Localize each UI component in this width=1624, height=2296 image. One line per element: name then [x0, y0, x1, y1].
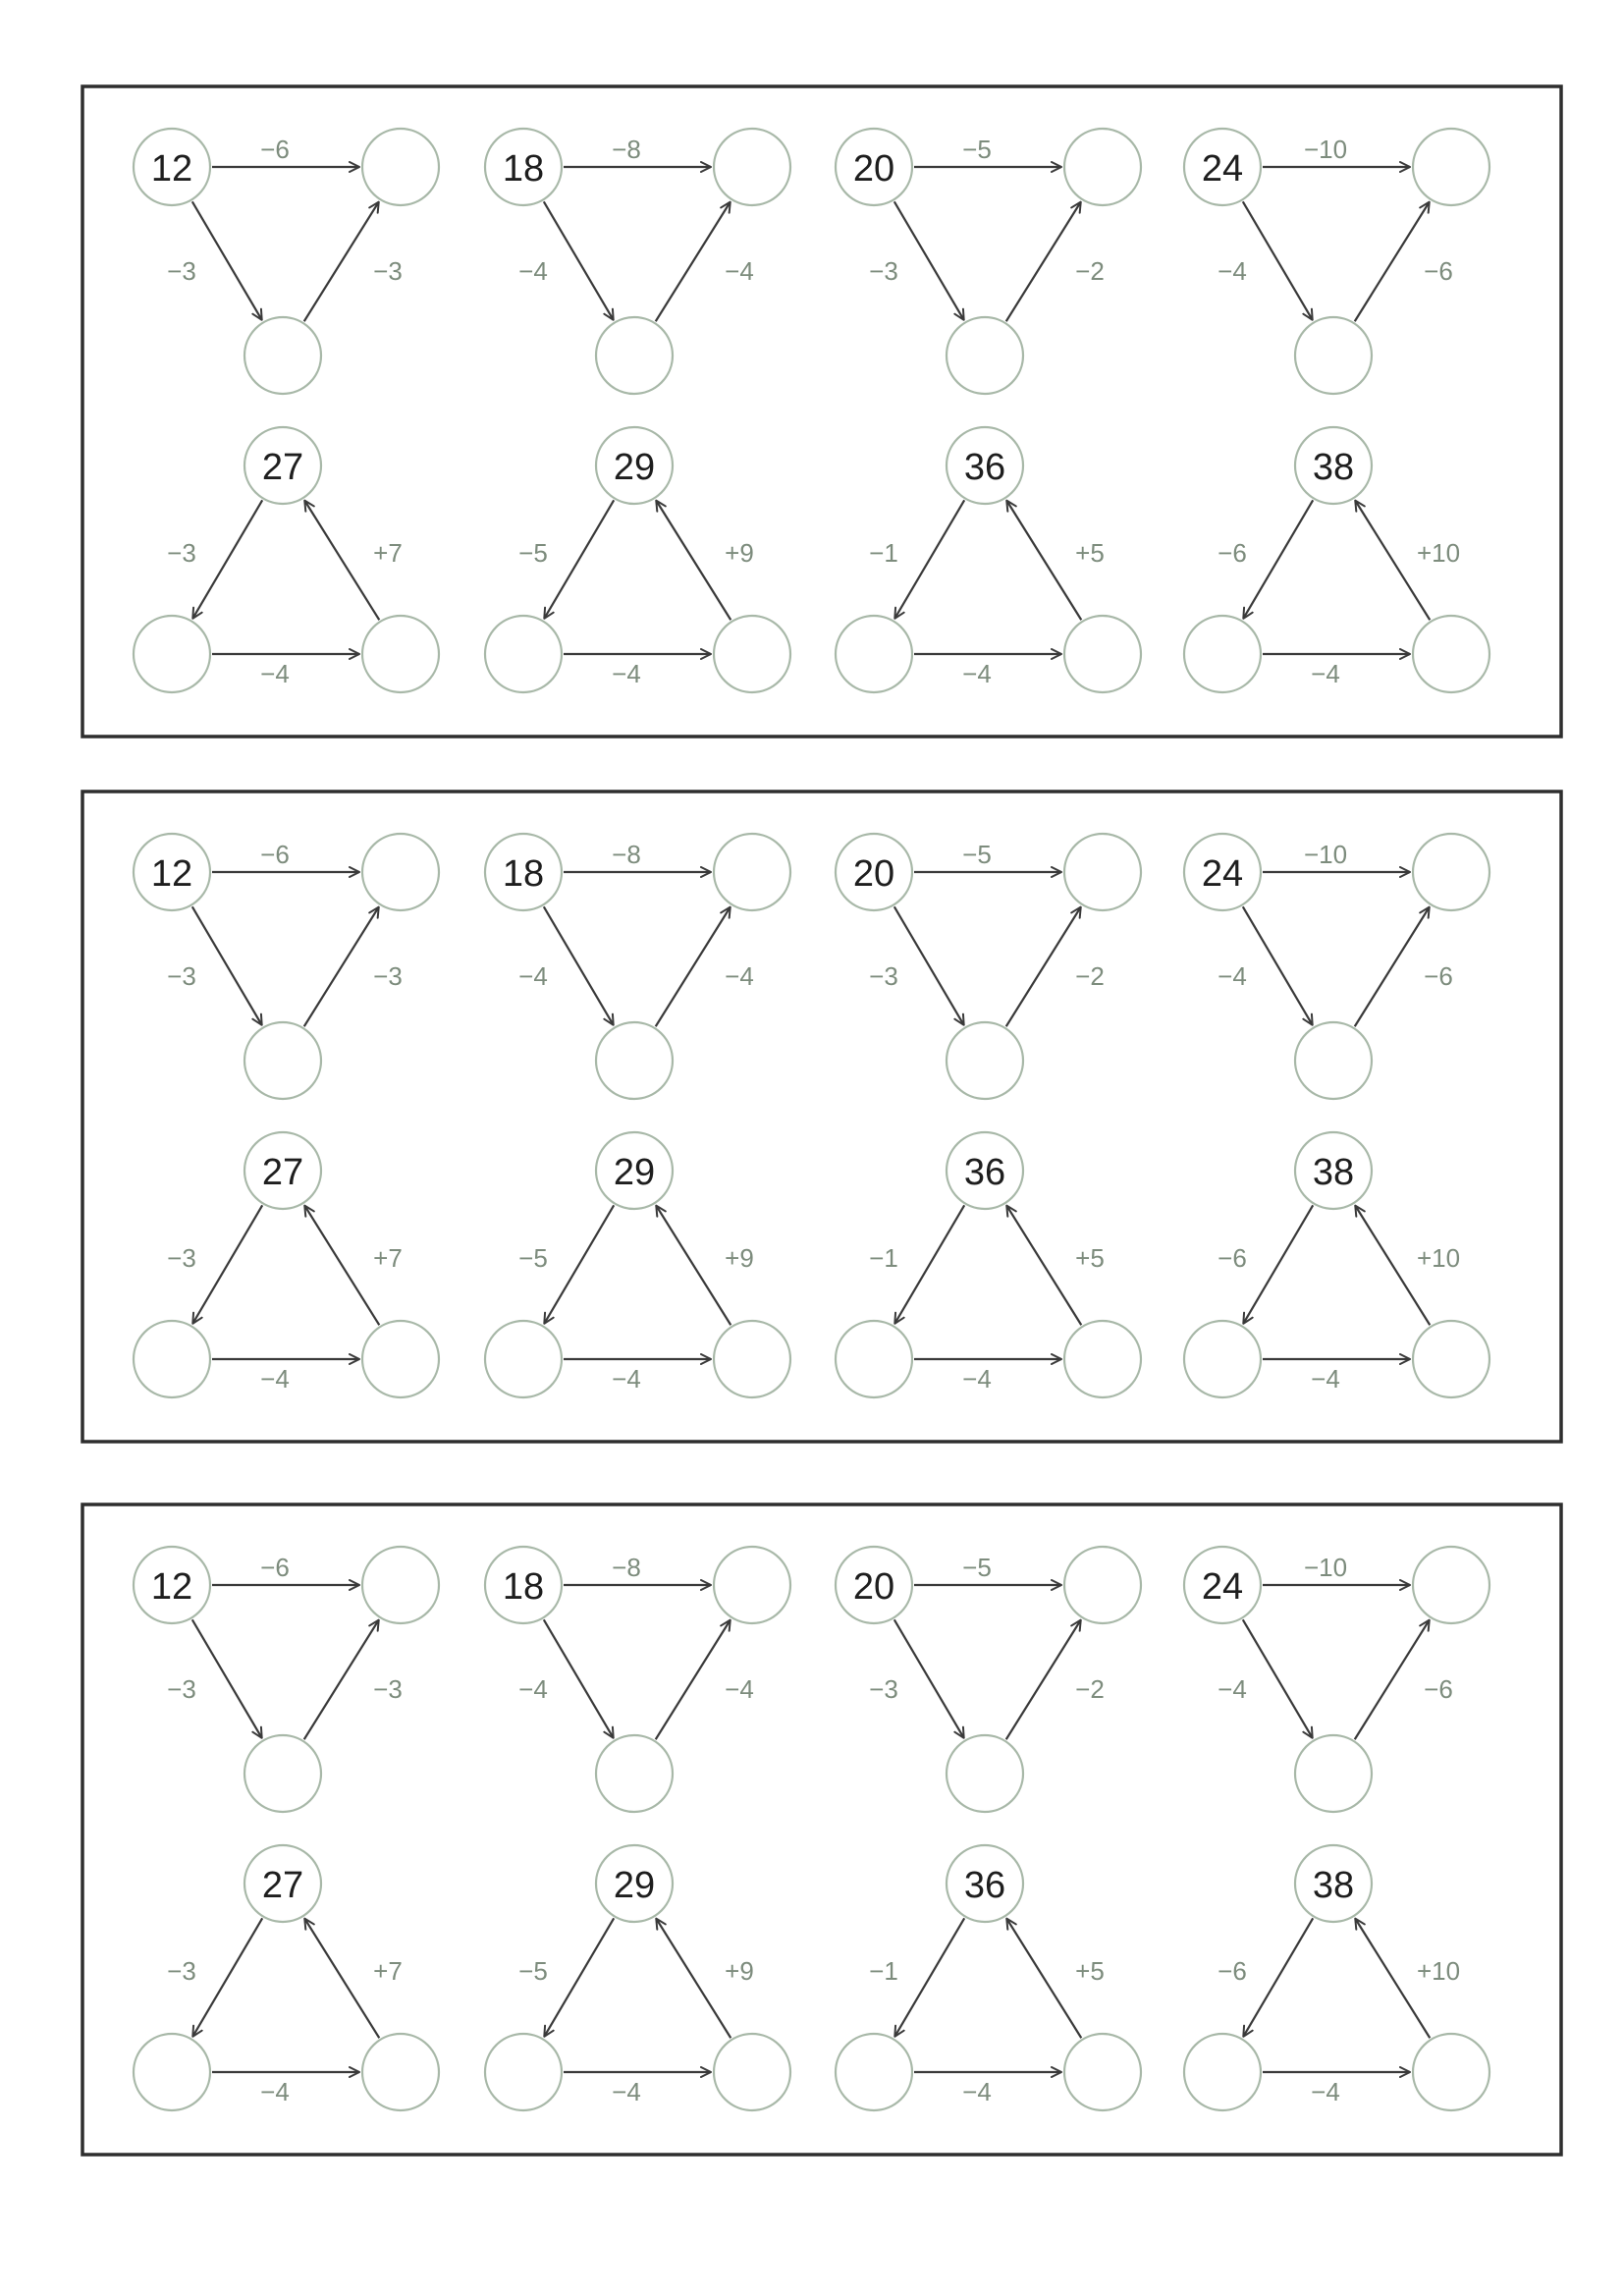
left-edge-operation: −3 — [869, 961, 898, 991]
left-edge-operation: −1 — [869, 1956, 898, 1986]
right-edge-operation: −2 — [1075, 1674, 1105, 1704]
answer-circle — [1295, 1735, 1372, 1812]
right-edge-operation: +9 — [725, 538, 754, 568]
mixed-operations-triangle — [134, 427, 439, 692]
bottom-edge-operation: −4 — [962, 659, 992, 688]
start-number: 36 — [963, 447, 1006, 488]
top-edge-operation: −5 — [962, 1553, 992, 1582]
arrow-up-right — [304, 907, 379, 1027]
right-edge-operation: +10 — [1416, 538, 1461, 568]
answer-circle — [947, 1735, 1023, 1812]
start-number: 38 — [1312, 1865, 1355, 1906]
start-number: 20 — [852, 148, 895, 190]
arrow-down-right — [544, 1619, 614, 1737]
top-edge-operation: −8 — [612, 840, 641, 869]
answer-circle — [485, 1321, 562, 1397]
subtraction-triangle — [485, 1547, 790, 1812]
bottom-edge-operation: −4 — [1311, 1364, 1340, 1394]
subtraction-triangle — [1184, 834, 1489, 1099]
left-edge-operation: −5 — [518, 538, 548, 568]
arrow-down-right — [544, 906, 614, 1024]
top-edge-operation: −8 — [612, 1553, 641, 1582]
answer-circle — [244, 1735, 321, 1812]
answer-circle — [362, 616, 439, 692]
start-number: 18 — [502, 1566, 545, 1608]
left-edge-operation: −3 — [167, 1674, 196, 1704]
arrow-up-left — [1006, 1919, 1081, 2039]
arrow-up-left — [656, 501, 731, 621]
answer-circle — [836, 1321, 912, 1397]
subtraction-triangle — [485, 834, 790, 1099]
arrow-up-right — [1355, 202, 1430, 322]
answer-circle — [1413, 2034, 1489, 2110]
left-edge-operation: −4 — [518, 256, 548, 286]
answer-circle — [134, 616, 210, 692]
arrow-up-right — [304, 202, 379, 322]
subtraction-triangle — [485, 129, 790, 394]
bottom-edge-operation: −4 — [1311, 2077, 1340, 2106]
bottom-edge-operation: −4 — [260, 1364, 290, 1394]
left-edge-operation: −4 — [1218, 961, 1247, 991]
mixed-operations-triangle — [1184, 427, 1489, 692]
bottom-edge-operation: −4 — [612, 659, 641, 688]
mixed-operations-triangle — [485, 427, 790, 692]
subtraction-triangle — [134, 834, 439, 1099]
right-edge-operation: −2 — [1075, 256, 1105, 286]
answer-circle — [244, 1022, 321, 1099]
mixed-operations-triangle — [1184, 1845, 1489, 2110]
arrow-up-right — [656, 1620, 731, 1740]
answer-circle — [714, 129, 790, 205]
left-edge-operation: −3 — [869, 256, 898, 286]
right-edge-operation: −6 — [1424, 961, 1453, 991]
arrow-down-right — [1243, 906, 1313, 1024]
start-number: 27 — [261, 1152, 304, 1193]
answer-circle — [485, 2034, 562, 2110]
answer-circle — [1064, 129, 1141, 205]
answer-circle — [836, 2034, 912, 2110]
top-edge-operation: −5 — [962, 840, 992, 869]
top-edge-operation: −10 — [1303, 1553, 1348, 1582]
subtraction-triangle — [1184, 1547, 1489, 1812]
right-edge-operation: −4 — [725, 256, 754, 286]
right-edge-operation: −6 — [1424, 256, 1453, 286]
answer-circle — [134, 2034, 210, 2110]
answer-circle — [362, 2034, 439, 2110]
right-edge-operation: +10 — [1416, 1243, 1461, 1273]
answer-circle — [714, 2034, 790, 2110]
top-edge-operation: −6 — [260, 840, 290, 869]
arrow-up-right — [1355, 907, 1430, 1027]
answer-circle — [1413, 616, 1489, 692]
left-edge-operation: −1 — [869, 538, 898, 568]
start-number: 12 — [150, 853, 193, 895]
arrow-down-left — [544, 1918, 614, 2036]
arrow-up-left — [304, 1206, 379, 1326]
arrow-up-right — [1006, 907, 1081, 1027]
answer-circle — [1064, 2034, 1141, 2110]
arrow-down-right — [894, 201, 964, 319]
bottom-edge-operation: −4 — [962, 2077, 992, 2106]
arrow-down-left — [894, 1205, 964, 1323]
start-number: 12 — [150, 1566, 193, 1608]
arrow-down-right — [192, 201, 262, 319]
top-edge-operation: −6 — [260, 135, 290, 164]
left-edge-operation: −4 — [518, 1674, 548, 1704]
answer-circle — [1413, 834, 1489, 910]
bottom-edge-operation: −4 — [1311, 659, 1340, 688]
right-edge-operation: +7 — [373, 1956, 403, 1986]
arrow-up-right — [656, 907, 731, 1027]
arrow-up-right — [1355, 1620, 1430, 1740]
bottom-edge-operation: −4 — [612, 1364, 641, 1394]
right-edge-operation: −3 — [373, 1674, 403, 1704]
arrow-up-left — [656, 1919, 731, 2039]
mixed-operations-triangle — [134, 1845, 439, 2110]
answer-circle — [1413, 1547, 1489, 1623]
right-edge-operation: +5 — [1075, 1243, 1105, 1273]
top-edge-operation: −6 — [260, 1553, 290, 1582]
top-edge-operation: −5 — [962, 135, 992, 164]
worksheet-panel — [82, 86, 1561, 737]
right-edge-operation: −2 — [1075, 961, 1105, 991]
right-edge-operation: +10 — [1416, 1956, 1461, 1986]
answer-circle — [362, 834, 439, 910]
right-edge-operation: +9 — [725, 1243, 754, 1273]
mixed-operations-triangle — [836, 427, 1141, 692]
subtraction-triangle — [836, 834, 1141, 1099]
left-edge-operation: −6 — [1218, 1956, 1247, 1986]
start-number: 29 — [613, 447, 656, 488]
right-edge-operation: −4 — [725, 961, 754, 991]
arrow-up-left — [656, 1206, 731, 1326]
right-edge-operation: −4 — [725, 1674, 754, 1704]
right-edge-operation: +7 — [373, 538, 403, 568]
answer-circle — [714, 616, 790, 692]
mixed-operations-triangle — [836, 1845, 1141, 2110]
answer-circle — [485, 616, 562, 692]
worksheet-panel — [82, 792, 1561, 1442]
answer-circle — [1184, 616, 1261, 692]
answer-circle — [1184, 2034, 1261, 2110]
answer-circle — [1413, 129, 1489, 205]
arrow-up-left — [304, 501, 379, 621]
start-number: 38 — [1312, 1152, 1355, 1193]
arrow-down-left — [1243, 500, 1313, 618]
left-edge-operation: −3 — [869, 1674, 898, 1704]
answer-circle — [134, 1321, 210, 1397]
arrow-down-left — [1243, 1918, 1313, 2036]
mixed-operations-triangle — [485, 1132, 790, 1397]
right-edge-operation: +7 — [373, 1243, 403, 1273]
mixed-operations-triangle — [1184, 1132, 1489, 1397]
arrow-down-right — [894, 906, 964, 1024]
arrow-down-left — [894, 1918, 964, 2036]
arrow-down-left — [544, 500, 614, 618]
subtraction-triangle — [1184, 129, 1489, 394]
arrow-down-left — [894, 500, 964, 618]
arrow-down-left — [192, 1205, 262, 1323]
arrow-down-left — [1243, 1205, 1313, 1323]
left-edge-operation: −4 — [1218, 256, 1247, 286]
bottom-edge-operation: −4 — [612, 2077, 641, 2106]
answer-circle — [947, 1022, 1023, 1099]
start-number: 20 — [852, 1566, 895, 1608]
answer-circle — [1064, 834, 1141, 910]
bottom-edge-operation: −4 — [962, 1364, 992, 1394]
bottom-edge-operation: −4 — [260, 2077, 290, 2106]
start-number: 12 — [150, 148, 193, 190]
start-number: 38 — [1312, 447, 1355, 488]
mixed-operations-triangle — [836, 1132, 1141, 1397]
answer-circle — [1064, 1547, 1141, 1623]
start-number: 29 — [613, 1152, 656, 1193]
start-number: 18 — [502, 148, 545, 190]
left-edge-operation: −1 — [869, 1243, 898, 1273]
arrow-down-right — [192, 906, 262, 1024]
start-number: 24 — [1201, 1566, 1244, 1608]
answer-circle — [362, 1321, 439, 1397]
arrow-up-right — [1006, 1620, 1081, 1740]
bottom-edge-operation: −4 — [260, 659, 290, 688]
top-edge-operation: −10 — [1303, 135, 1348, 164]
top-edge-operation: −10 — [1303, 840, 1348, 869]
answer-circle — [596, 1022, 673, 1099]
mixed-operations-triangle — [134, 1132, 439, 1397]
arrow-down-right — [1243, 1619, 1313, 1737]
answer-circle — [714, 834, 790, 910]
subtraction-triangle — [836, 1547, 1141, 1812]
start-number: 27 — [261, 1865, 304, 1906]
arrow-down-right — [894, 1619, 964, 1737]
left-edge-operation: −3 — [167, 1243, 196, 1273]
arrow-down-right — [192, 1619, 262, 1737]
left-edge-operation: −6 — [1218, 538, 1247, 568]
arrow-up-right — [656, 202, 731, 322]
arrow-down-left — [192, 500, 262, 618]
mixed-operations-triangle — [485, 1845, 790, 2110]
answer-circle — [362, 1547, 439, 1623]
panel-frame — [82, 86, 1561, 737]
left-edge-operation: −3 — [167, 256, 196, 286]
left-edge-operation: −5 — [518, 1243, 548, 1273]
subtraction-triangle — [134, 1547, 439, 1812]
answer-circle — [1295, 317, 1372, 394]
answer-circle — [947, 317, 1023, 394]
answer-circle — [362, 129, 439, 205]
left-edge-operation: −4 — [518, 961, 548, 991]
start-number: 20 — [852, 853, 895, 895]
right-edge-operation: +5 — [1075, 1956, 1105, 1986]
answer-circle — [714, 1321, 790, 1397]
answer-circle — [1413, 1321, 1489, 1397]
start-number: 27 — [261, 447, 304, 488]
start-number: 36 — [963, 1152, 1006, 1193]
arrow-up-left — [304, 1919, 379, 2039]
arrow-down-right — [544, 201, 614, 319]
right-edge-operation: +5 — [1075, 538, 1105, 568]
answer-circle — [1064, 1321, 1141, 1397]
start-number: 24 — [1201, 853, 1244, 895]
panel-frame — [82, 1504, 1561, 2155]
start-number: 29 — [613, 1865, 656, 1906]
left-edge-operation: −3 — [167, 961, 196, 991]
answer-circle — [1064, 616, 1141, 692]
right-edge-operation: −3 — [373, 256, 403, 286]
right-edge-operation: +9 — [725, 1956, 754, 1986]
arrow-down-right — [1243, 201, 1313, 319]
answer-circle — [714, 1547, 790, 1623]
left-edge-operation: −3 — [167, 1956, 196, 1986]
answer-circle — [1295, 1022, 1372, 1099]
left-edge-operation: −4 — [1218, 1674, 1247, 1704]
top-edge-operation: −8 — [612, 135, 641, 164]
left-edge-operation: −5 — [518, 1956, 548, 1986]
start-number: 18 — [502, 853, 545, 895]
answer-circle — [1184, 1321, 1261, 1397]
arrow-up-right — [304, 1620, 379, 1740]
answer-circle — [596, 1735, 673, 1812]
left-edge-operation: −6 — [1218, 1243, 1247, 1273]
start-number: 36 — [963, 1865, 1006, 1906]
arrow-up-right — [1006, 202, 1081, 322]
worksheet-panel — [82, 1504, 1561, 2155]
arrow-down-left — [544, 1205, 614, 1323]
right-edge-operation: −6 — [1424, 1674, 1453, 1704]
arrow-up-left — [1006, 501, 1081, 621]
answer-circle — [596, 317, 673, 394]
answer-circle — [244, 317, 321, 394]
answer-circle — [836, 616, 912, 692]
subtraction-triangle — [836, 129, 1141, 394]
start-number: 24 — [1201, 148, 1244, 190]
arrow-down-left — [192, 1918, 262, 2036]
left-edge-operation: −3 — [167, 538, 196, 568]
right-edge-operation: −3 — [373, 961, 403, 991]
subtraction-triangle — [134, 129, 439, 394]
panel-frame — [82, 792, 1561, 1442]
arrow-up-left — [1006, 1206, 1081, 1326]
